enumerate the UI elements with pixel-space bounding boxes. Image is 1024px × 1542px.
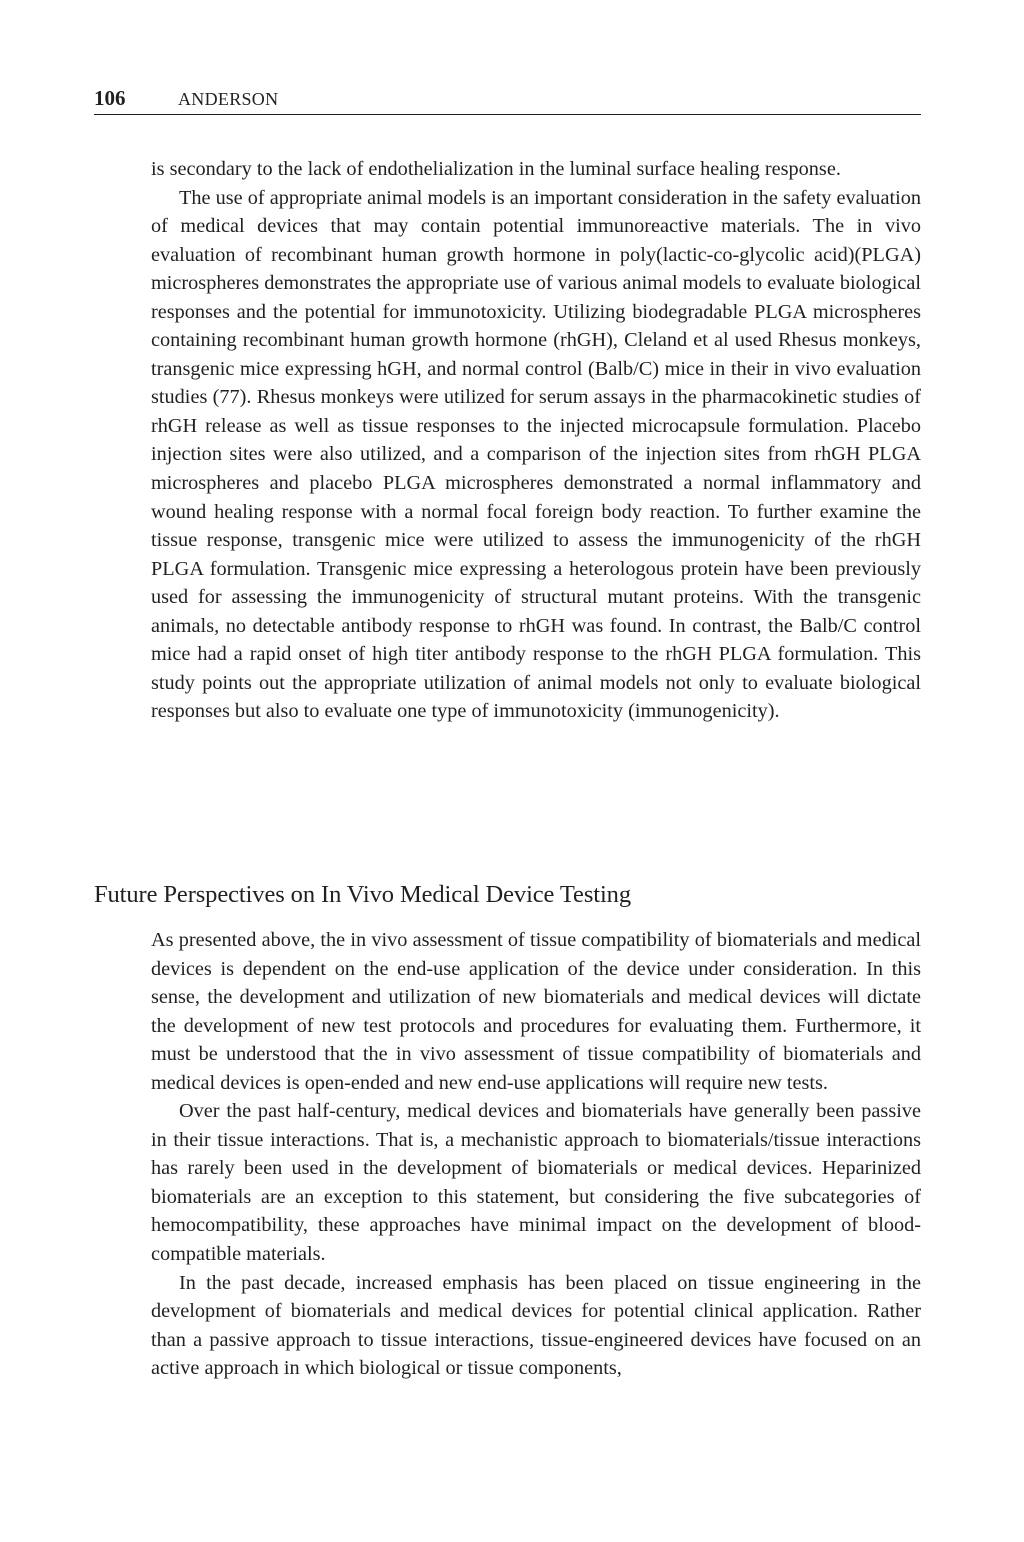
paragraph: In the past decade, increased emphasis has been placed on tissue engineering in the development of biomaterials and medical devices for potential clinical application. Rather than a passive approach to tissue interactions, tissue-engineered devices have focused on an active approach in which biological or tissue components, (151, 1271, 921, 1380)
running-title: ANDERSON (178, 89, 279, 109)
body-text-before-heading (151, 155, 921, 726)
paragraph: Over the past half-century, medical devices and biomaterials have generally been passive in their tissue interactions. That is, a mechanistic approach to biomaterials/tissue interactions has rarely been used in the development of biomaterials or medical devices. Heparinized biomaterials are an exception to this statement, but considering the five subcategories of hemocompatibility, these approaches have minimal impact on the development of blood-compatible materials. (151, 1100, 921, 1266)
page-number: 106 (94, 86, 126, 110)
section-heading: Future Perspectives on In Vivo Medical Device Testing (94, 881, 631, 908)
running-header (94, 84, 921, 115)
paragraph: As presented above, the in vivo assessment of tissue compatibility of biomaterials and medical devices is dependent on the end-use application of the device under consideration. In this sense, the development and utilization of new biomaterials and medical devices will dictate the development of new test protocols and procedures for evaluating them. Furthermore, it must be understood that the in vivo assessment of tissue compatibility of biomaterials and medical devices is open-ended and new end-use applications will require new tests. (151, 929, 921, 1094)
body-text-after-heading (151, 926, 921, 1383)
paragraph-continuation: is secondary to the lack of endothelialization in the luminal surface healing response. (151, 158, 841, 180)
paragraph: The use of appropriate animal models is an important consideration in the safety evaluation of medical devices that may contain potential immunoreactive materials. The in vivo evaluation of recombinant human growth hormone in poly(lactic-co-glycolic acid)(PLGA) microspheres demonstrates the appropriate use of various animal models to evaluate biological responses and the potential for immunotoxicity. Utilizing biodegradable PLGA microspheres containing recombinant human growth hormone (rhGH), Cleland et al used Rhesus monkeys, transgenic mice expressing hGH, and normal control (Balb/C) mice in their in vivo evaluation studies (77). Rhesus monkeys were utilized for serum assays in the pharmacokinetic studies of rhGH release as well as tissue responses to the injected microcapsule formulation. Placebo injection sites were also utilized, and a comparison of the injection sites from rhGH PLGA microspheres and placebo PLGA microspheres demonstrated a normal inflammatory and wound healing response with a normal focal foreign body reaction. To further examine the tissue response, transgenic mice were utilized to assess the immunogenicity of the rhGH PLGA formulation. Transgenic mice expressing a heterologous protein have been previously used for assessing the immunogenicity of structural mutant proteins. With the transgenic animals, no detectable antibody response to rhGH was found. In contrast, the Balb/C control mice had a rapid onset of high titer antibody response to the rhGH PLGA formulation. This study points out the appropriate utilization of animal models not only to evaluate biological responses but also to evaluate one type of immunotoxicity (immunogenicity). (151, 186, 921, 723)
